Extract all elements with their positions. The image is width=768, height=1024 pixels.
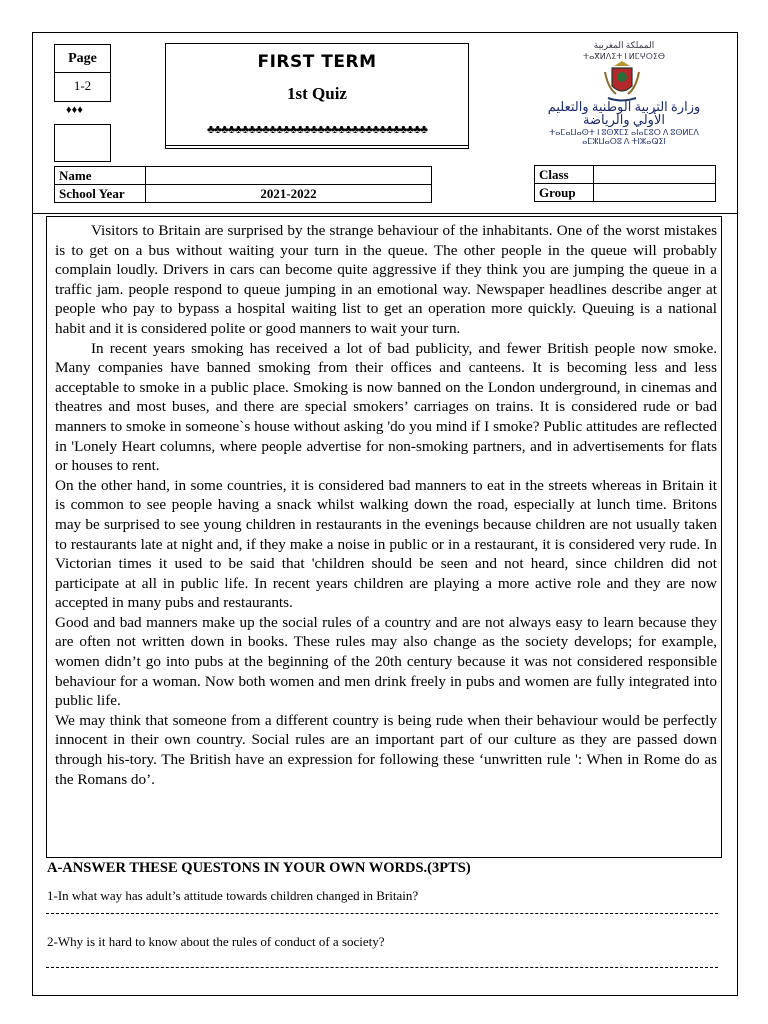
passage-paragraph: We may think that someone from a different country is being rude when their behaviour would be perfectly innocent in their own country. Social rules are an important part of our culture as they are passed down through his-tory. The British have an expression for following these ‘unwritten rule ': When in Rome do as the Romans do’. — [55, 711, 717, 788]
quiz-title: 1st Quiz — [287, 84, 347, 103]
section-a-title: A-ANSWER THESE QUESTONS IN YOUR OWN WORDS.(3PTS) — [47, 860, 471, 876]
coat-of-arms-icon — [602, 60, 642, 104]
page-label: Page — [55, 45, 110, 73]
score-box — [54, 124, 111, 162]
school-year-label: School Year — [55, 185, 146, 203]
name-label: Name — [55, 167, 146, 185]
kingdom-arabic: المملكة المغربية — [593, 40, 655, 50]
passage-paragraph: Good and bad manners make up the social rules of a country and are not always easy to learn because they are often not written down in books. These rules may also change as the society develops; for example, women didn’t go into pubs at the beginning of the 20th century because it was not considered responsible behaviour for a woman. Now both women and men drink freely in pubs and women are fully integrated into public life. — [55, 613, 717, 710]
diamond-ornament: ♦♦♦ — [66, 104, 83, 116]
group-label: Group — [535, 184, 594, 202]
question-1: 1-In what way has adult’s attitude towards children changed in Britain? — [47, 888, 419, 903]
class-info-table — [534, 165, 716, 202]
passage-paragraph: On the other hand, in some countries, it is considered bad manners to eat in the streets whereas in Britain it is common to see people having a snack whilst walking down the road, especially at lunch time. Britons may be surprised to see young children in restaurants in the evenings because children are not usually taken to restaurants late at night and, if they make a noise in public or in a restaurant, it is considered very rude. In Victorian times it used to be said that 'children should be seen and not heard, since children did not participate at all in public life. In recent years children are playing a more active role and they are now accepted in many pubs and restaurants. — [55, 476, 717, 612]
name-field[interactable] — [146, 167, 432, 185]
class-field[interactable] — [594, 166, 716, 184]
ministry-logo — [534, 40, 714, 145]
class-label: Class — [535, 166, 594, 184]
student-info-table — [54, 166, 432, 203]
page-number-box — [54, 44, 111, 102]
page-number: 1-2 — [73, 78, 92, 93]
answer-line-1[interactable] — [46, 913, 718, 914]
title-box — [165, 43, 469, 149]
title-divider — [166, 145, 468, 146]
ministry-arabic: وزارة التربية الوطنية والتعليم الأولي والرياضة — [547, 99, 701, 127]
passage-paragraph: In recent years smoking has received a lot of bad publicity, and fewer British people now smoke. Many companies have banned smoking from their offices and canteens. It is becoming less and less acceptable to smoke in a public place. Smoking is now banned on the London underground, in cinemas and theatres and most buses, and there are special smokers’ carriages on trains. It is considered rude or bad manners to smoke in someone`s house without asking 'do you mind if I smoke? Public attitudes are reflected in 'Lonely Heart columns, where people advertise for non-smoking partners, and in advertisements for flats or houses to rent. — [55, 339, 717, 475]
club-ornament: ♣♣♣♣♣♣♣♣♣♣♣♣♣♣♣♣♣♣♣♣♣♣♣♣♣♣♣♣♣♣♣♣ — [207, 122, 427, 136]
header-divider — [33, 213, 737, 214]
school-year-value: 2021-2022 — [146, 185, 432, 203]
term-title: FIRST TERM — [257, 52, 377, 72]
question-2: 2-Why is it hard to know about the rules of conduct of a society? — [47, 934, 385, 949]
ministry-tifinagh: ⵜⴰⵎⴰⵡⴰⵙⵜ ⵏ ⵓⵙⴳⵎⵉ ⴰⵏⴰⵎⵓⵔ ⴷ ⵓⵙⵍⵎⴷ ⴰⵎⵣⵡⴰⵔⵓ ⴷ ⵜⵏⵣⴰⵕⵉⵏ — [549, 128, 699, 146]
answer-line-2[interactable] — [46, 967, 718, 968]
passage-paragraph: Visitors to Britain are surprised by the strange behaviour of the inhabitants. One of the worst mistakes is to get on a bus without waiting your turn in the queue. The other people in the queue will probably complain loudly. Drivers in cars can become quite aggressive if they think you are jumping the queue in a traffic jam. people respond to queue jumping in an emotional way. Newspaper headlines describe anger at people who pay to bypass a hospital waiting list to get an operation more quickly. Queuing is a national habit and it is considered polite or good manners to wait your turn. — [55, 222, 717, 337]
group-field[interactable] — [594, 184, 716, 202]
reading-passage — [46, 216, 722, 858]
kingdom-tifinagh: ⵜⴰⴳⵍⴷⵉⵜ ⵏ ⵍⵎⵖⵔⵉⴱ — [582, 52, 665, 61]
